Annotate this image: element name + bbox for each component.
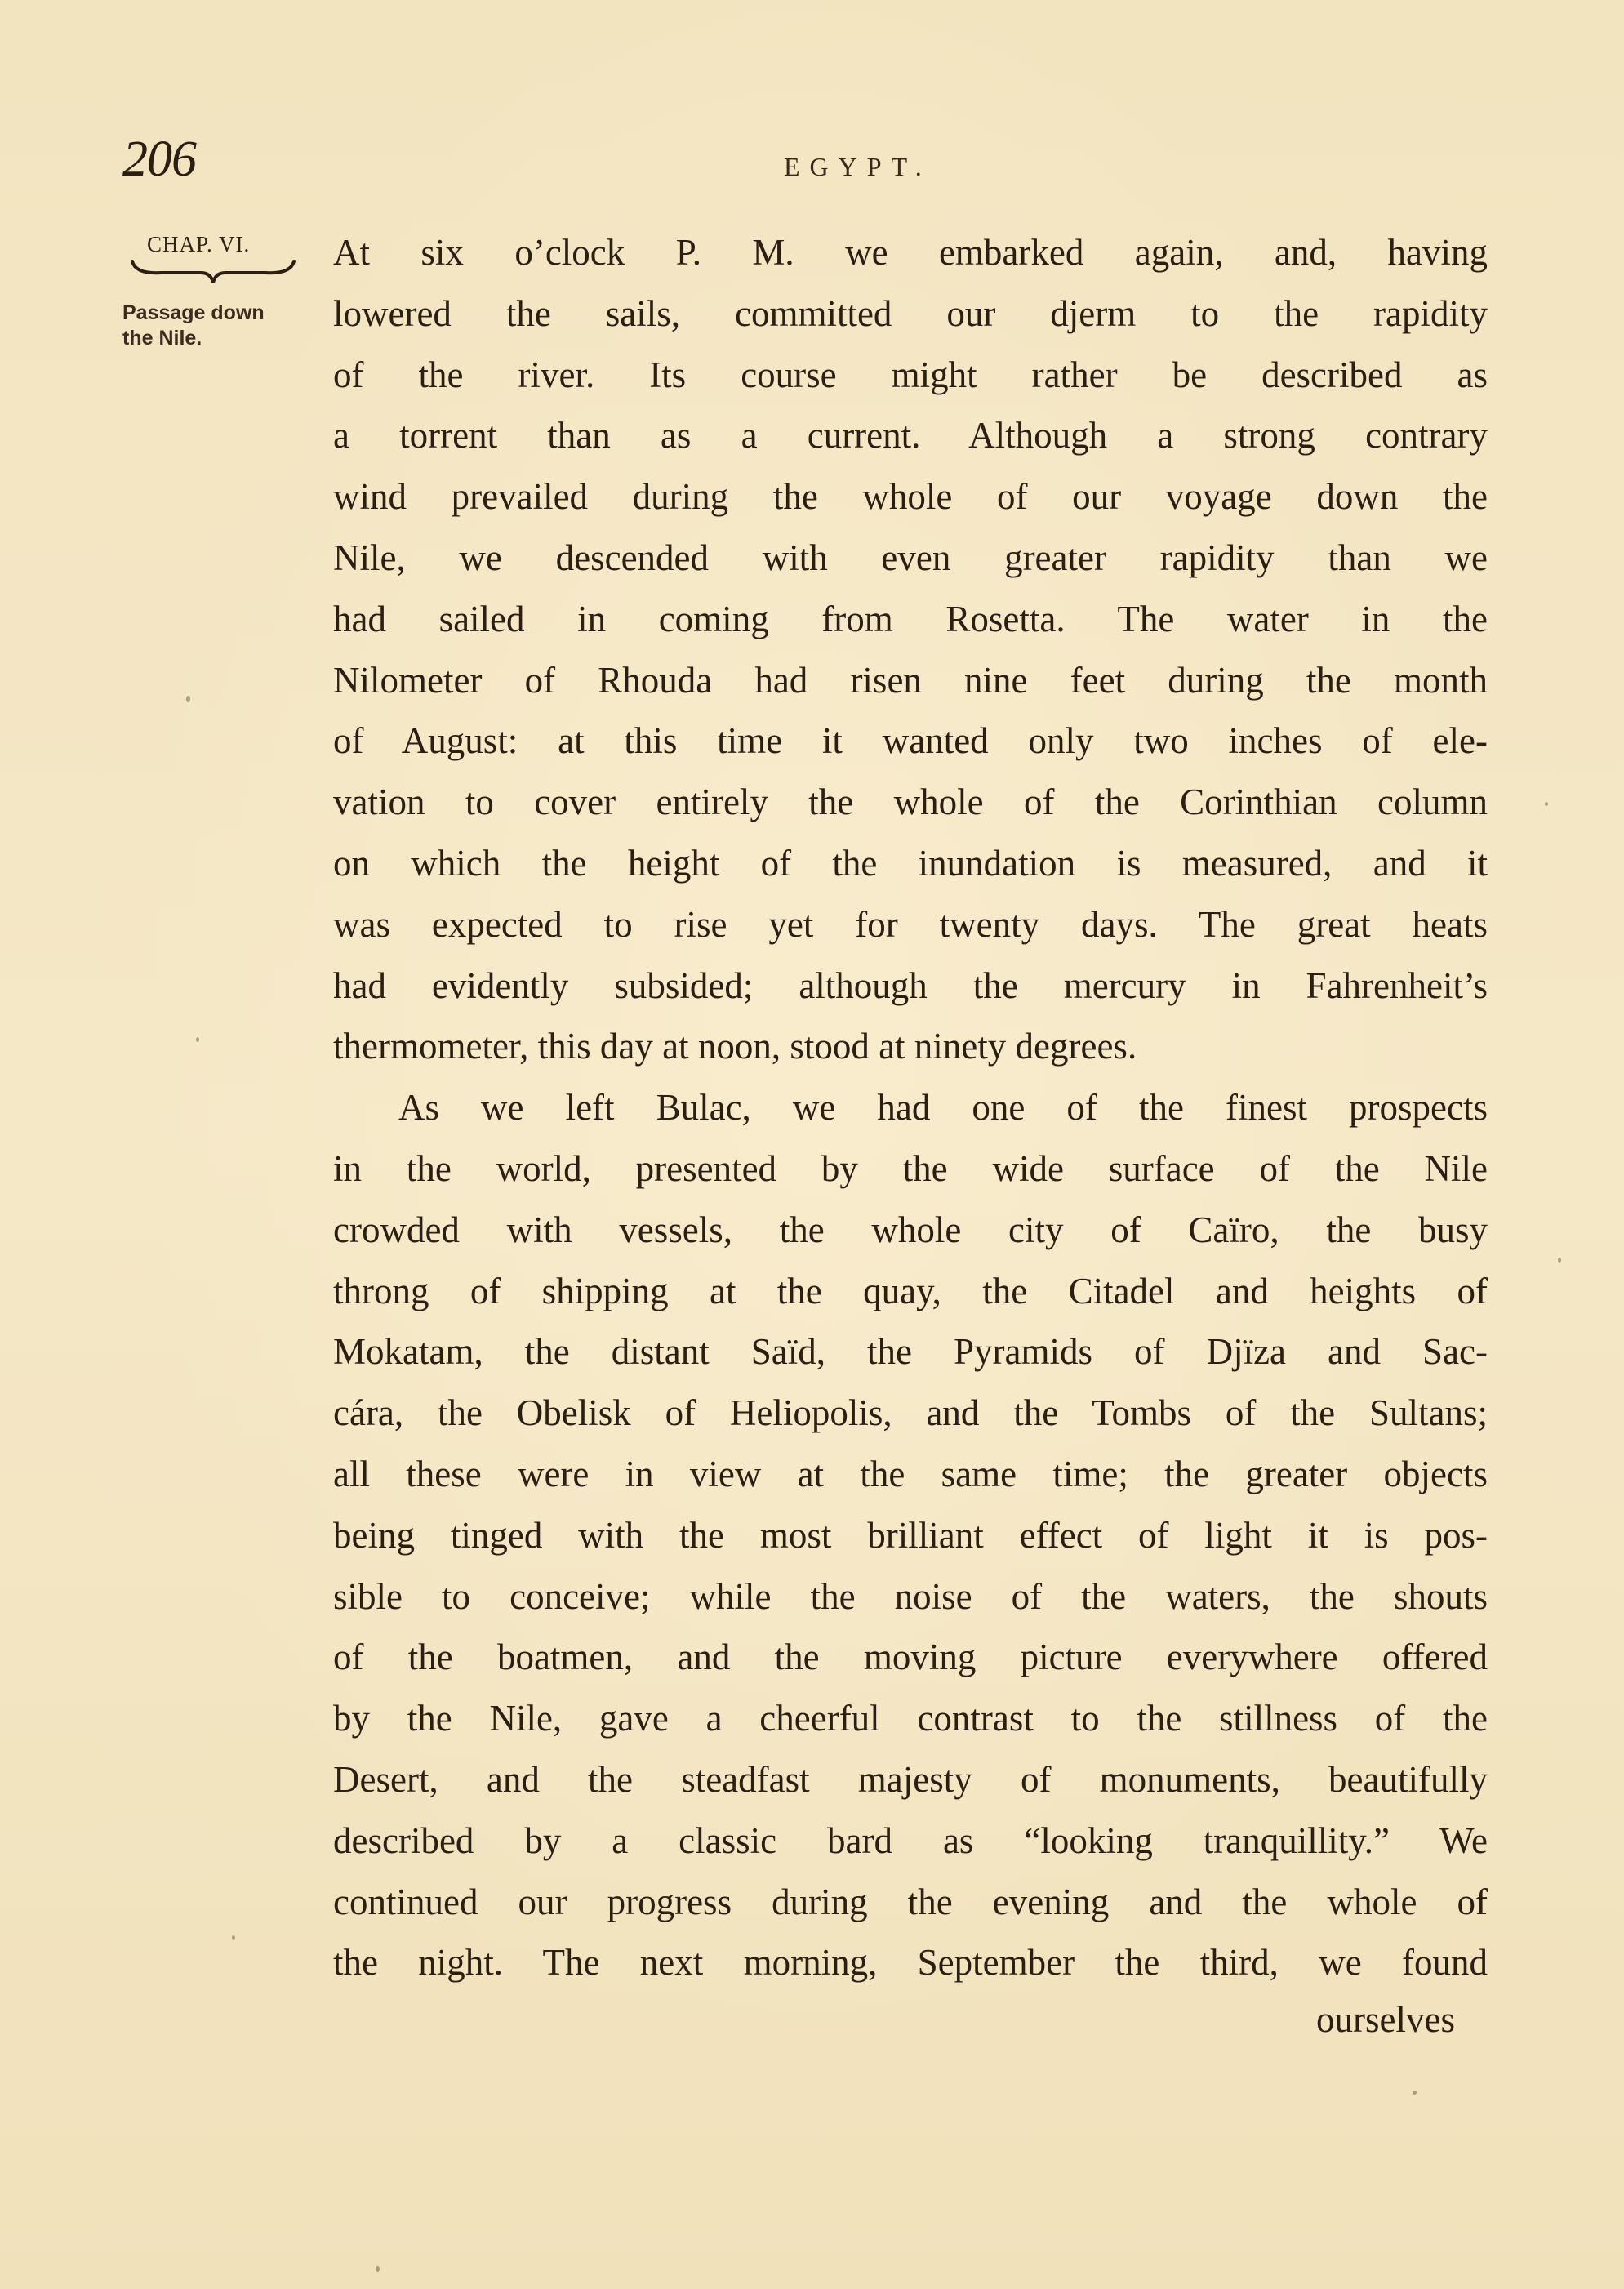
paper-speck bbox=[1558, 1258, 1561, 1263]
text-line: Desert, and the steadfast majesty of monuments, beautifully bbox=[333, 1758, 1488, 1800]
text-line: continued our progress during the evening and the whole of bbox=[333, 1881, 1488, 1922]
paper-speck bbox=[376, 2266, 380, 2272]
text-line: Mokatam, the distant Saïd, the Pyramids of Djïza and Sac- bbox=[333, 1331, 1488, 1373]
text-line: by the Nile, gave a cheerful contrast to the stillness of the bbox=[333, 1698, 1488, 1739]
brace-ornament bbox=[129, 258, 297, 286]
catchword: ourselves bbox=[1316, 1999, 1455, 2040]
text-line: of August: at this time it wanted only two inches of ele- bbox=[333, 720, 1488, 762]
chapter-label: CHAP. VI. bbox=[147, 232, 251, 256]
text-line: As we left Bulac, we had one of the finest prospects bbox=[398, 1087, 1488, 1129]
text-line: thermometer, this day at noon, stood at ninety degrees. bbox=[333, 1026, 1137, 1067]
text-line: in the world, presented by the wide surface of the Nile bbox=[333, 1147, 1488, 1189]
text-line: had sailed in coming from Rosetta. The water in the bbox=[333, 598, 1488, 639]
paper-speck bbox=[1413, 2091, 1417, 2095]
sidenote-line: Passage down bbox=[122, 301, 265, 324]
sidenote-line: the Nile. bbox=[122, 327, 202, 350]
text-line: wind prevailed during the whole of our voyage down the bbox=[333, 476, 1488, 518]
text-line: vation to cover entirely the whole of the Corinthian column bbox=[333, 782, 1488, 823]
page-number: 206 bbox=[122, 131, 196, 187]
text-line: on which the height of the inundation is measured, and it bbox=[333, 842, 1488, 884]
text-line: of the boatmen, and the moving picture everywhere offered bbox=[333, 1637, 1488, 1678]
paper-speck bbox=[232, 1935, 235, 1940]
text-line: was expected to rise yet for twenty days. The great heats bbox=[333, 903, 1488, 945]
text-line: crowded with vessels, the whole city of Caïro, the busy bbox=[333, 1209, 1488, 1250]
paper-speck bbox=[186, 696, 190, 702]
text-line: had evidently subsided; although the mercury in Fahrenheit’s bbox=[333, 964, 1488, 1006]
text-line: a torrent than as a current. Although a strong contrary bbox=[333, 415, 1488, 456]
sidenote bbox=[122, 301, 302, 351]
body-text bbox=[333, 222, 1488, 1993]
text-line: cára, the Obelisk of Heliopolis, and the Tombs of the Sultans; bbox=[333, 1392, 1488, 1434]
text-line: lowered the sails, committed our djerm to the rapidity bbox=[333, 292, 1488, 334]
running-head: EGYPT. bbox=[784, 152, 932, 181]
paper-speck bbox=[196, 1037, 199, 1042]
text-line: of the river. Its course might rather be described as bbox=[333, 354, 1488, 395]
text-line: throng of shipping at the quay, the Citadel and heights of bbox=[333, 1270, 1488, 1311]
text-line: all these were in view at the same time; the greater objects bbox=[333, 1453, 1488, 1494]
text-line: the night. The next morning, September the third, we found bbox=[333, 1942, 1488, 1984]
text-line: sible to conceive; while the noise of the waters, the shouts bbox=[333, 1575, 1488, 1617]
text-line: described by a classic bard as “looking tranquillity.” We bbox=[333, 1819, 1488, 1861]
text-line: Nilometer of Rhouda had risen nine feet during the month bbox=[333, 659, 1488, 701]
text-line: being tinged with the most brilliant effect of light it is pos- bbox=[333, 1514, 1488, 1556]
text-line: At six o’clock P. M. we embarked again, and, having bbox=[333, 232, 1488, 273]
text-line: Nile, we descended with even greater rapidity than we bbox=[333, 537, 1488, 578]
paper-speck bbox=[1545, 802, 1548, 806]
